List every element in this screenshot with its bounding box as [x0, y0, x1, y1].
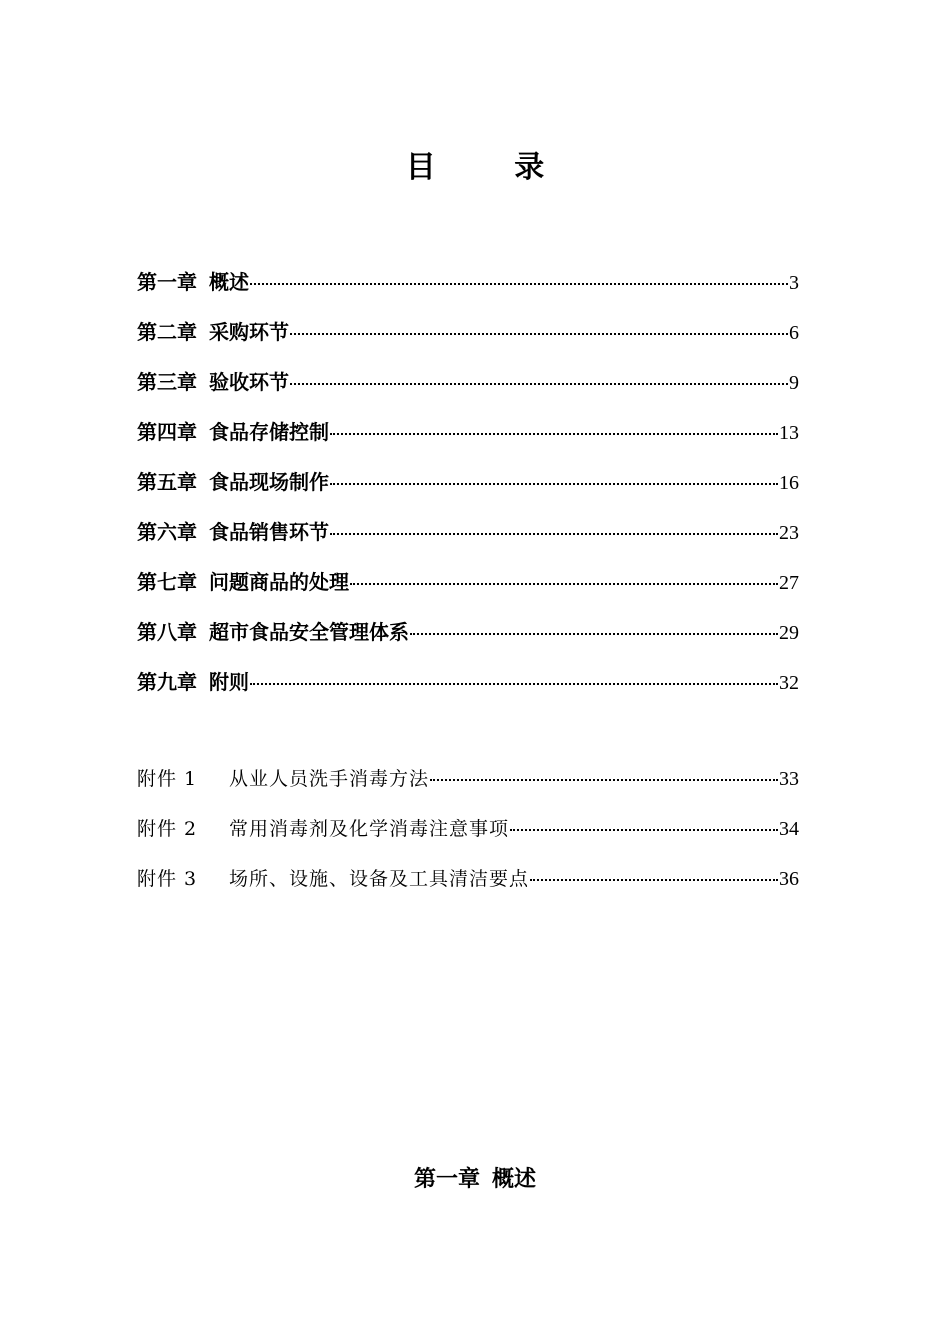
appendix-page: 36: [779, 868, 799, 890]
appendix-title: 场所、设施、设备及工具清洁要点: [229, 868, 530, 890]
chapter-heading: [0, 1162, 950, 1193]
toc-entry-number: 第七章: [137, 570, 197, 594]
toc-leader-dots: [530, 879, 778, 881]
toc-entry-number: 第六章: [137, 520, 197, 544]
appendix-number: 附件 1: [137, 768, 198, 790]
appendix-title: 常用消毒剂及化学消毒注意事项: [229, 818, 510, 840]
toc-leader-dots: [510, 829, 778, 831]
appendix-page: 33: [779, 768, 799, 790]
toc-leader-dots: [290, 333, 788, 335]
toc-entry-page: 13: [779, 422, 799, 444]
toc-entry-page: 9: [789, 372, 799, 394]
toc-entry-number: 第二章: [137, 320, 197, 344]
toc-leader-dots: [330, 433, 778, 435]
toc-appendix-list: [137, 764, 799, 914]
toc-appendix-entry[interactable]: [137, 814, 799, 864]
toc-leader-dots: [250, 683, 778, 685]
toc-entry-title: 概述: [209, 270, 249, 294]
toc-entry-page: 23: [779, 522, 799, 544]
toc-entry-number: 第五章: [137, 470, 197, 494]
toc-entry-number: 第一章: [137, 270, 197, 294]
toc-title: 目 录: [405, 150, 579, 185]
toc-entry[interactable]: [137, 666, 799, 716]
toc-appendix-entry[interactable]: [137, 864, 799, 914]
toc-entry-title: 附则: [209, 670, 249, 694]
toc-chapter-list: [137, 266, 799, 716]
toc-appendix-entry[interactable]: [137, 764, 799, 814]
toc-entry[interactable]: [137, 366, 799, 416]
toc-entry-page: 6: [789, 322, 799, 344]
toc-leader-dots: [350, 583, 778, 585]
toc-entry-title: 食品存储控制: [209, 420, 329, 444]
toc-entry[interactable]: [137, 416, 799, 466]
toc-entry-page: 27: [779, 572, 799, 594]
toc-leader-dots: [430, 779, 778, 781]
appendix-page: 34: [779, 818, 799, 840]
appendix-number: 附件 3: [137, 868, 198, 890]
chapter-heading-title: 概述: [492, 1166, 537, 1192]
toc-entry-title: 食品现场制作: [209, 470, 329, 494]
toc-entry-page: 32: [779, 672, 799, 694]
toc-entry[interactable]: [137, 566, 799, 616]
toc-entry-page: 29: [779, 622, 799, 644]
toc-entry-title: 超市食品安全管理体系: [209, 620, 409, 644]
toc-entry[interactable]: [137, 316, 799, 366]
toc-entry[interactable]: [137, 516, 799, 566]
toc-leader-dots: [290, 383, 788, 385]
toc-entry-page: 3: [789, 272, 799, 294]
toc-entry[interactable]: [137, 616, 799, 666]
toc-entry[interactable]: [137, 466, 799, 516]
toc-entry-number: 第四章: [137, 420, 197, 444]
chapter-heading-number: 第一章: [413, 1166, 480, 1192]
appendix-title: 从业人员洗手消毒方法: [229, 768, 430, 790]
toc-entry-page: 16: [779, 472, 799, 494]
toc-entry-number: 第三章: [137, 370, 197, 394]
appendix-number: 附件 2: [137, 818, 198, 840]
toc-leader-dots: [250, 283, 788, 285]
toc-entry-title: 食品销售环节: [209, 520, 329, 544]
toc-entry-title: 采购环节: [209, 320, 289, 344]
toc-entry-number: 第八章: [137, 620, 197, 644]
toc-entry-number: 第九章: [137, 670, 197, 694]
toc-leader-dots: [330, 483, 778, 485]
toc-leader-dots: [410, 633, 778, 635]
toc-leader-dots: [330, 533, 778, 535]
toc-entry-title: 验收环节: [209, 370, 289, 394]
toc-entry-title: 问题商品的处理: [209, 570, 349, 594]
toc-entry[interactable]: [137, 266, 799, 316]
